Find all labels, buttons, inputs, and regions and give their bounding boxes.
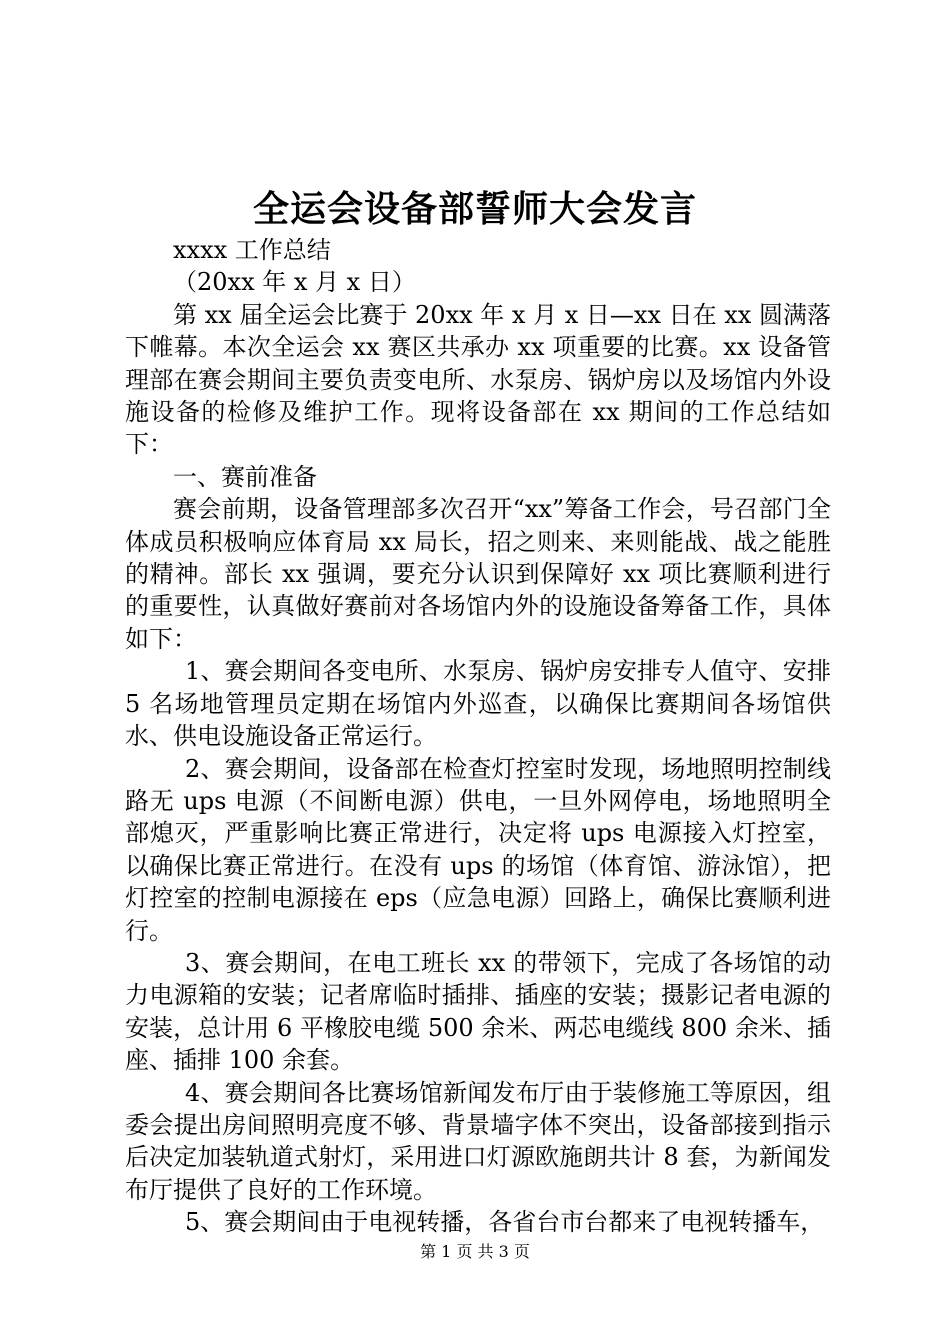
list-item-5: 5、赛会期间由于电视转播，各省台市台都来了电视转播车， [185, 1208, 825, 1237]
section-heading-preparation: 一、赛前准备 [173, 462, 317, 491]
list-item-2: 2、赛会期间，设备部在检查灯控室时发现，场地照明控制线路无 ups 电源（不间断电源）供电，一旦外网停电，场地照明全部熄灭，严重影响比赛正常进行，决定将 ups 电源接入灯控室，以确保比赛正常进行。在没有 ups 的场馆（体育馆、游泳馆），把灯控室的控制电源接在 eps（应急电源）回路上，确保比赛顺利进行。 [125, 754, 831, 945]
paragraph-report-label: xxxx 工作总结 [173, 236, 331, 264]
paragraph-intro: 第 xx 届全运会比赛于 20xx 年 x 月 x 日—xx 日在 xx 圆满落下帷幕。本次全运会 xx 赛区共承办 xx 项重要的比赛。xx 设备管理部在赛会期间主要负责变电所、水泵房、锅炉房以及场馆内外设施设备的检修及维护工作。现将设备部在 xx 期间的工作总结如下： [125, 300, 831, 459]
list-item-3: 3、赛会期间，在电工班长 xx 的带领下，完成了各场馆的动力电源箱的安装；记者席临时插排、插座的安装；摄影记者电源的安装，总计用 6 平橡胶电缆 500 余米、两芯电缆线 800 余米、插座、插排 100 余套。 [125, 948, 831, 1075]
list-item-1: 1、赛会期间各变电所、水泵房、锅炉房安排专人值守、安排 5 名场地管理员定期在场馆内外巡查，以确保比赛期间各场馆供水、供电设施设备正常运行。 [125, 657, 831, 751]
paragraph-date: （20xx 年 x 月 x 日） [173, 268, 416, 297]
document-title: 全运会设备部誓师大会发言 [252, 189, 697, 230]
document-body [125, 234, 831, 1239]
paragraph-preparation: 赛会前期，设备管理部多次召开“xx”筹备工作会，号召部门全体成员积极响应体育局 xx 局长，招之则来、来则能战、战之能胜的精神。部长 xx 强调，要充分认识到保障好 xx 项比赛顺利进行的重要性，认真做好赛前对各场馆内外的设施设备筹备工作，具体如下： [125, 495, 831, 653]
page-footer: 第 1 页 共 3 页 [420, 1242, 530, 1261]
list-item-4: 4、赛会期间各比赛场馆新闻发布厅由于装修施工等原因，组委会提出房间照明亮度不够、背景墙字体不突出，设备部接到指示后决定加装轨道式射灯，采用进口灯源欧施朗共计 8 套，为新闻发布厅提供了良好的工作环境。 [125, 1078, 831, 1204]
